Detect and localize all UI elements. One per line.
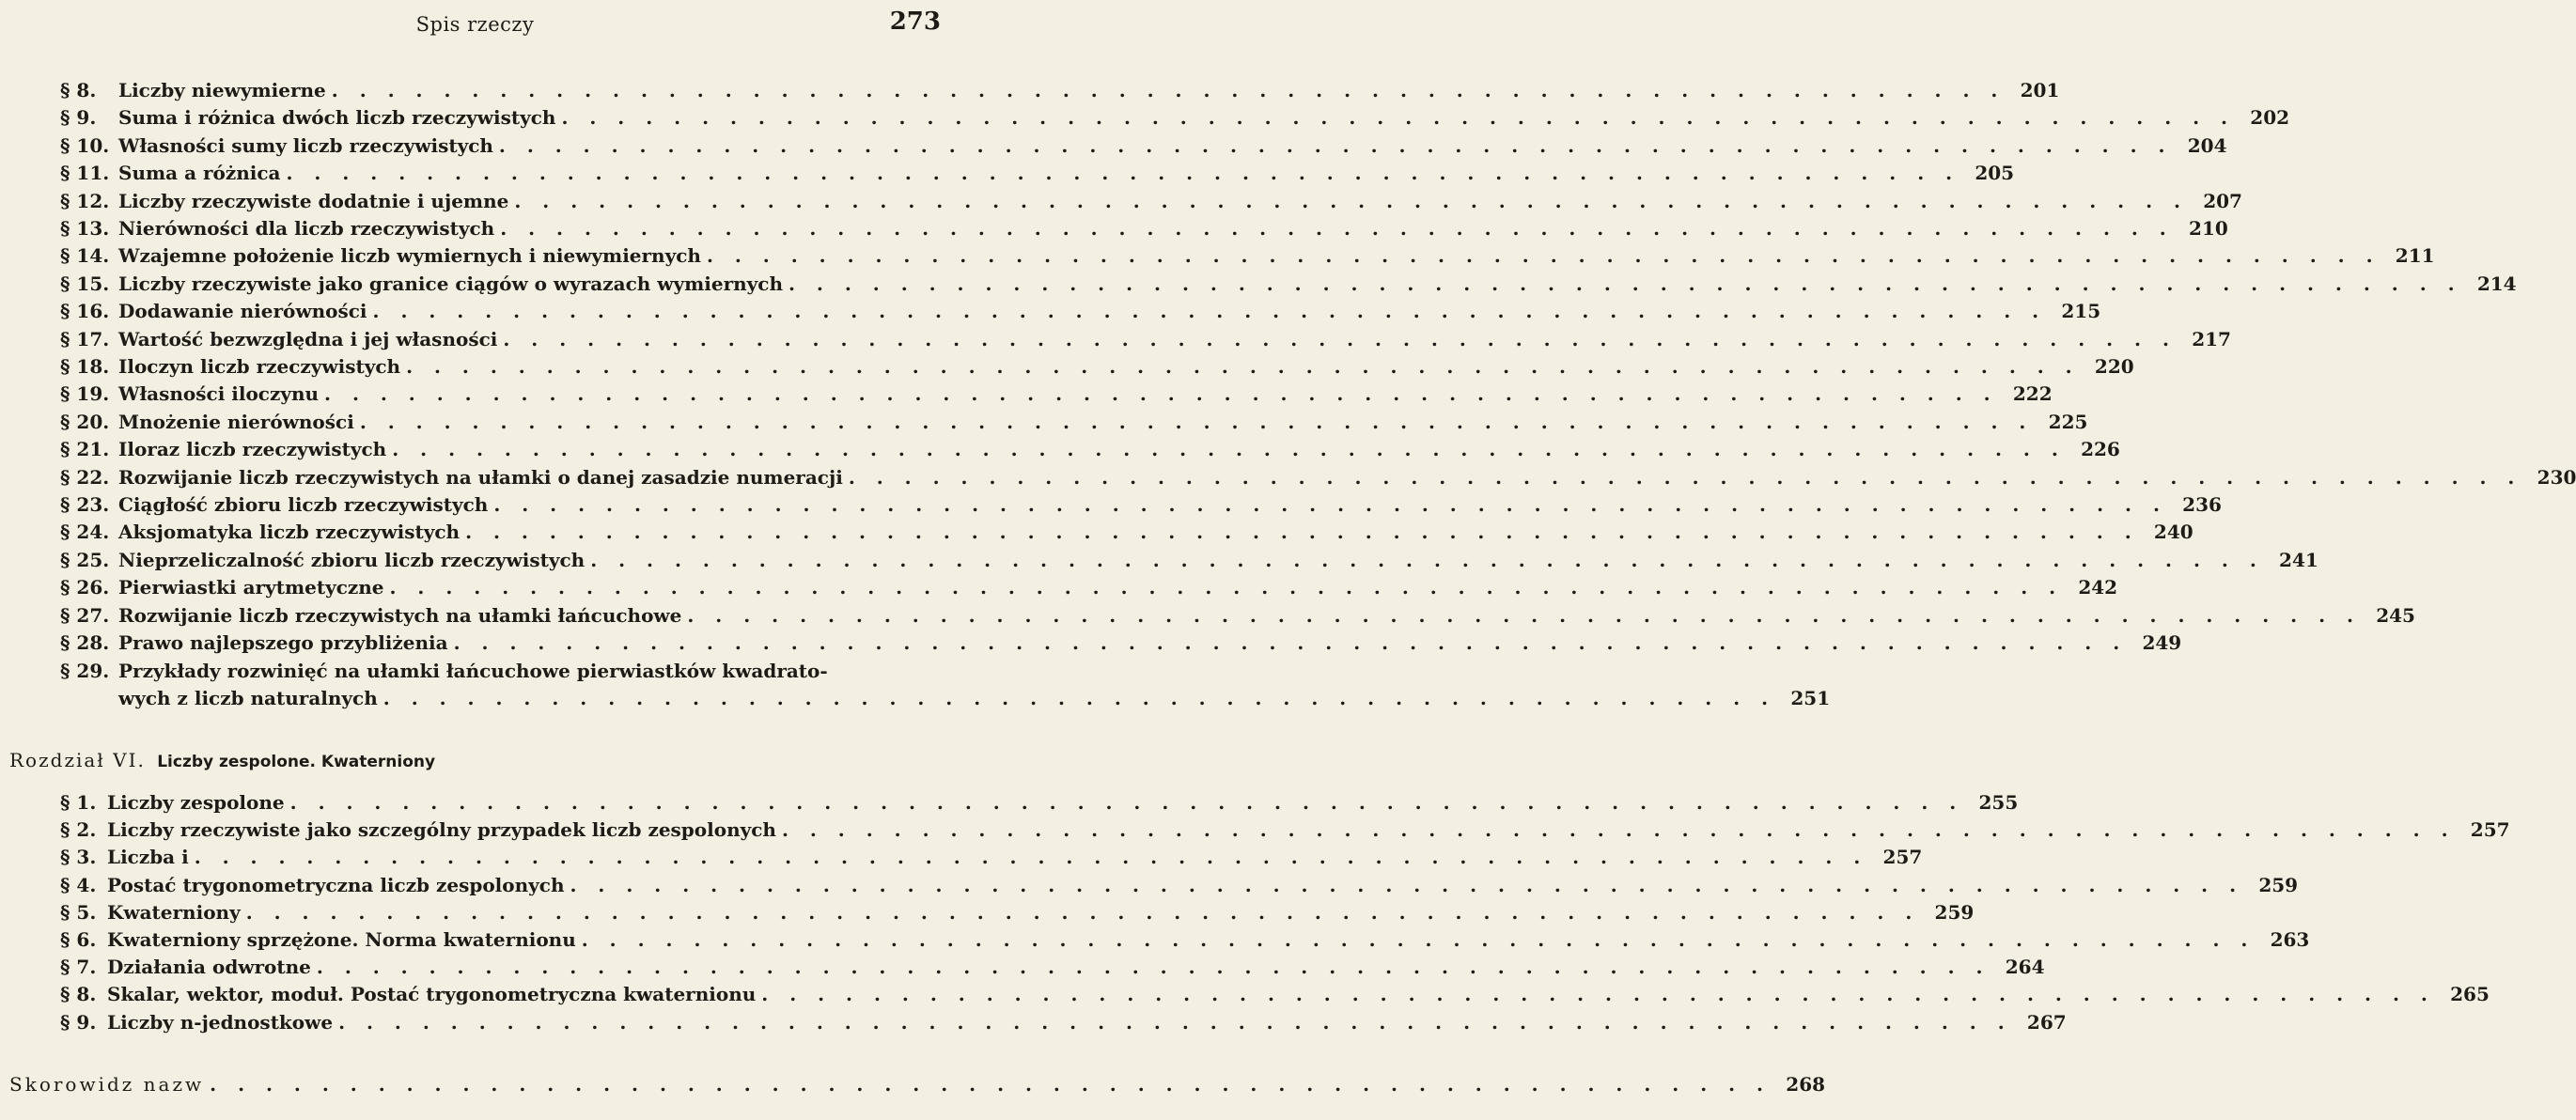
dot-leader: . . . . . . . . . . . . . . . . . . . . . . . . . . . . . . . . . . . . . . . . . . . . . . . . . . . . . . . . . . . . <box>848 465 2522 489</box>
section-number: § 4. <box>60 873 97 896</box>
page-ref: 222 <box>2012 382 2053 406</box>
page-ref: 259 <box>1934 900 1975 924</box>
section-number: § 23. <box>60 493 110 516</box>
dot-leader: . . . . . . . . . . . . . . . . . . . . . . . . . . . . . . . . . . . . . . . . . . . . . . . . . . . . . . . . . . . . <box>590 548 2264 571</box>
toc-entry[interactable] <box>60 272 2517 295</box>
section-title: Rozwijanie liczb rzeczywistych na ułamki o danej zasadzie numeracji <box>118 465 843 489</box>
section-title: Nieprzeliczalność zbioru liczb rzeczywistych <box>118 548 585 571</box>
page-ref: 264 <box>2005 956 2045 979</box>
section-title: Liczby rzeczywiste jako granice ciągów o wyrazach wymiernych <box>118 272 783 295</box>
section-number: § 28. <box>60 631 110 654</box>
dot-leader: . . . . . . . . . . . . . . . . . . . . . . . . . . . . . . . . . . . . . . . . . . . . . . . . . . . . . . . . . . . . <box>453 631 2128 654</box>
dot-leader: . . . . . . . . . . . . . . . . . . . . . . . . . . . . . . . . . . . . . . . . . . . . . . . . . . . . . . . . . . . . <box>706 244 2381 268</box>
toc-entry[interactable] <box>60 438 2120 461</box>
page-ref: 240 <box>2153 521 2194 544</box>
section-number: § 10. <box>60 133 110 157</box>
dot-leader: . . . . . . . . . . . . . . . . . . . . . . . . . . . . . . . . . . . . . . . . . . . . . . . . . . . . . . . . . . . . <box>465 521 2139 544</box>
section-number: § 22. <box>60 465 110 489</box>
section-title: Liczba i <box>107 846 189 869</box>
section-title: Postać trygonometryczna liczb zespolonych <box>107 873 565 896</box>
section-title: Kwaterniony <box>107 900 241 924</box>
page-header <box>0 8 950 41</box>
page-ref: 249 <box>2142 631 2182 654</box>
section-title: Pierwiastki arytmetyczne <box>118 576 384 599</box>
page-ref: 267 <box>2026 1010 2067 1034</box>
dot-leader: . . . . . . . . . . . . . . . . . . . . . . . . . . . . . . . . . . . . . . . . . . . . . . . . . . . . . . . . . . . . <box>498 133 2173 157</box>
page-number: 273 <box>889 8 941 36</box>
dot-leader: . . . . . . . . . . . . . . . . . . . . . . . . . . . . . . . . . . . . . . . . . . . . . . . . . . . . . . . . . . . . <box>324 382 1998 406</box>
toc-entry[interactable] <box>60 106 2290 130</box>
toc-entry[interactable] <box>60 818 2510 842</box>
page-ref: 211 <box>2395 244 2435 268</box>
toc-entry[interactable] <box>60 660 940 682</box>
dot-leader: . . . . . . . . . . . . . . . . . . . . . . . . . . . . . . . . . . . . . . . . . . . . . . . . . . . . . . . . . . . . <box>392 438 2066 461</box>
section-number: § 5. <box>60 900 97 924</box>
section-title: Wartość bezwzględna i jej własności <box>118 327 498 350</box>
dot-leader: . . . . . . . . . . . . . . . . . . . . . . . . . . . . . . . . . . . . . . . . . . . . . . . . . . . . . . . . . . . . <box>687 603 2361 627</box>
section-number: § 27. <box>60 603 110 627</box>
page-ref: 225 <box>2048 410 2088 433</box>
section-number: § 13. <box>60 217 110 240</box>
toc-entry[interactable] <box>60 846 1923 869</box>
toc-entry[interactable] <box>60 300 2101 323</box>
section-title: Liczby n-jednostkowe <box>107 1010 334 1034</box>
section-title: Aksjomatyka liczb rzeczywistych <box>118 521 461 544</box>
section-number: § 15. <box>60 272 110 295</box>
dot-leader: . . . . . . . . . . . . . . . . . . . . . . . . . . . . . . . . . . . . . . . . . . . . . . . . . . . . . . . . . . . . <box>372 300 2047 323</box>
section-number: § 9. <box>60 106 97 130</box>
section-title: Własności sumy liczb rzeczywistych <box>118 133 493 157</box>
dot-leader: . . . . . . . . . . . . . . . . . . . . . . . . . . . . . . . . . . . . . . . . . . . . . . . . . . . . . . . . . . . . <box>338 1010 2012 1034</box>
dot-leader: . . . . . . . . . . . . . . . . . . . . . . . . . . . . . . . . . . . . . . . . . . . . . . . . . . . . . . . . . . . . <box>316 956 1991 979</box>
dot-leader: . . . . . . . . . . . . . . . . . . . . . . . . . . . . . . . . . . . . . . . . . . . . . . . . . . . . . . . . . . . . <box>581 928 2256 951</box>
toc-entry[interactable] <box>60 162 2015 185</box>
section-number: § 17. <box>60 327 110 350</box>
section-number: § 9. <box>60 1010 97 1034</box>
page-ref: 245 <box>2376 603 2415 627</box>
page-ref: 207 <box>2203 189 2242 212</box>
toc-entry[interactable] <box>60 133 2227 157</box>
page-ref: 263 <box>2270 928 2310 951</box>
page-ref: 257 <box>2470 818 2510 842</box>
page-ref: 201 <box>2020 79 2060 101</box>
toc-entry[interactable] <box>60 791 2019 814</box>
section-title: Kwaterniony sprzężone. Norma kwaternionu <box>107 928 576 951</box>
toc-entry[interactable] <box>60 465 2576 489</box>
toc-entry[interactable] <box>60 327 2231 350</box>
section-title: Liczby rzeczywiste jako szczególny przypadek liczb zespolonych <box>107 818 776 842</box>
dot-leader: . . . . . . . . . . . . . . . . . . . . . . . . . . . . . . . . . . . . . . . . . . . . . . . . . . . . . . . . . . . . <box>561 106 2236 130</box>
section-title: Suma i różnica dwóch liczb rzeczywistych <box>118 106 556 130</box>
toc-entry[interactable] <box>60 631 2182 654</box>
dot-leader: . . . . . . . . . . . . . . . . . . . . . . . . . . . . . . . . . . . . . . . . . . . . . . . . . . . . . . . . . . . . <box>788 272 2462 295</box>
toc-entry[interactable] <box>60 355 2134 378</box>
page-ref: 202 <box>2250 106 2290 130</box>
dot-leader: . . . . . . . . . . . . . . . . . . . . . . . . . . . . . . . . . . . . . . . . . . . . . . . . . . <box>382 687 1776 709</box>
section-title: Liczby zespolone <box>107 791 285 814</box>
section-title: Nierówności dla liczb rzeczywistych <box>118 217 495 240</box>
section-title-line-2: wych z liczb naturalnych <box>118 687 378 709</box>
page-ref: 217 <box>2192 327 2231 350</box>
section-title: Liczby rzeczywiste dodatnie i ujemne <box>118 189 509 212</box>
section-number: § 8. <box>60 983 97 1006</box>
section-title: Skalar, wektor, moduł. Postać trygonometryczna kwaternionu <box>107 983 757 1006</box>
toc-entry[interactable] <box>60 603 2415 627</box>
toc-entry[interactable] <box>60 1010 2067 1034</box>
page-ref: 257 <box>1882 846 1923 869</box>
section-number: § 6. <box>60 928 97 951</box>
page-ref: 220 <box>2094 355 2134 378</box>
dot-leader: . . . . . . . . . . . . . . . . . . . . . . . . . . . . . . . . . . . . . . . . . . . . . . . . . . . . . . . . <box>210 1073 1772 1096</box>
dot-leader: . . . . . . . . . . . . . . . . . . . . . . . . . . . . . . . . . . . . . . . . . . . . . . . . . . . . . . . . . . . . <box>503 327 2177 350</box>
chapter-title: Liczby zespolone. Kwaterniony <box>157 753 436 771</box>
toc-entry[interactable] <box>60 382 2053 406</box>
dot-leader: . . . . . . . . . . . . . . . . . . . . . . . . . . . . . . . . . . . . . . . . . . . . . . . . . . . . . . . . . . . . <box>570 873 2244 896</box>
page-ref: 205 <box>1975 162 2015 185</box>
section-number: § 29. <box>60 660 110 682</box>
page-ref: 259 <box>2258 873 2299 896</box>
section-number: § 8. <box>60 79 97 101</box>
chapter-heading <box>9 749 435 771</box>
page-ref: 251 <box>1790 687 1831 709</box>
page-ref: 215 <box>2061 300 2101 323</box>
toc-entry[interactable] <box>60 548 2318 571</box>
section-title: Mnożenie nierówności <box>118 410 354 433</box>
page-ref: 204 <box>2187 133 2227 157</box>
index-entry[interactable] <box>9 1073 1826 1096</box>
page-ref: 226 <box>2081 438 2120 461</box>
page-ref: 210 <box>2189 217 2228 240</box>
toc-entry[interactable] <box>60 983 2490 1006</box>
toc-entry-continuation[interactable] <box>118 687 1831 709</box>
toc-entry[interactable] <box>60 244 2435 268</box>
section-number: § 11. <box>60 162 110 185</box>
toc-entry[interactable] <box>60 900 1975 924</box>
section-number: § 26. <box>60 576 110 599</box>
dot-leader: . . . . . . . . . . . . . . . . . . . . . . . . . . . . . . . . . . . . . . . . . . . . . . . . . . . . . . . . . . . . <box>245 900 1920 924</box>
section-number: § 1. <box>60 791 97 814</box>
section-number: § 24. <box>60 521 110 544</box>
section-number: § 20. <box>60 410 110 433</box>
page-ref: 265 <box>2450 983 2490 1006</box>
page-ref: 242 <box>2078 576 2118 599</box>
section-title: Liczby niewymierne <box>118 79 326 101</box>
dot-leader: . . . . . . . . . . . . . . . . . . . . . . . . . . . . . . . . . . . . . . . . . . . . . . . . . . . . . . . . . . . . <box>286 162 1960 185</box>
section-title: Wzajemne położenie liczb wymiernych i niewymiernych <box>118 244 701 268</box>
section-title: Suma a różnica <box>118 162 281 185</box>
toc-entry[interactable] <box>60 410 2088 433</box>
section-title: Iloczyn liczb rzeczywistych <box>118 355 401 378</box>
toc-entry[interactable] <box>60 189 2242 212</box>
section-title: Rozwijanie liczb rzeczywistych na ułamki łańcuchowe <box>118 603 682 627</box>
running-title: Spis rzeczy <box>415 13 535 36</box>
section-number: § 14. <box>60 244 110 268</box>
section-title-line-1: Przykłady rozwinięć na ułamki łańcuchowe pierwiastków kwadrato- <box>118 660 828 682</box>
section-number: § 3. <box>60 846 97 869</box>
dot-leader: . . . . . . . . . . . . . . . . . . . . . . . . . . . . . . . . . . . . . . . . . . . . . . . . . . . . . . . . . . . . <box>389 576 2064 599</box>
toc-entry[interactable] <box>60 521 2194 544</box>
section-title: Iloraz liczb rzeczywistych <box>118 438 387 461</box>
toc-entry[interactable] <box>60 928 2310 951</box>
toc-entry[interactable] <box>60 956 2045 979</box>
section-number: § 16. <box>60 300 110 323</box>
section-title: Prawo najlepszego przybliżenia <box>118 631 448 654</box>
dot-leader: . . . . . . . . . . . . . . . . . . . . . . . . . . . . . . . . . . . . . . . . . . . . . . . . . . . . . . . . . . . . <box>406 355 2080 378</box>
page-ref: 255 <box>1978 791 2019 814</box>
toc-entry[interactable] <box>60 576 2118 599</box>
page-ref: 214 <box>2476 272 2517 295</box>
section-title: Dodawanie nierówności <box>118 300 367 323</box>
dot-leader: . . . . . . . . . . . . . . . . . . . . . . . . . . . . . . . . . . . . . . . . . . . . . . . . . . . . . . . . . . . . <box>761 983 2435 1006</box>
toc-entry[interactable] <box>60 493 2222 516</box>
section-number: § 2. <box>60 818 97 842</box>
toc-entry[interactable] <box>60 217 2228 240</box>
section-number: § 25. <box>60 548 110 571</box>
page-ref: 268 <box>1786 1073 1826 1096</box>
page-ref: 230 <box>2537 465 2576 489</box>
section-number: § 12. <box>60 189 110 212</box>
dot-leader: . . . . . . . . . . . . . . . . . . . . . . . . . . . . . . . . . . . . . . . . . . . . . . . . . . . . . . . . . . . . <box>331 79 2006 101</box>
dot-leader: . . . . . . . . . . . . . . . . . . . . . . . . . . . . . . . . . . . . . . . . . . . . . . . . . . . . . . . . . . . . <box>289 791 1964 814</box>
toc-entry[interactable] <box>60 79 2060 101</box>
page-ref: 241 <box>2279 548 2318 571</box>
toc-entry[interactable] <box>60 873 2299 896</box>
section-number: § 19. <box>60 382 110 406</box>
section-title: Działania odwrotne <box>107 956 311 979</box>
chapter-label: Rozdział VI. <box>9 749 146 771</box>
section-number: § 21. <box>60 438 110 461</box>
dot-leader: . . . . . . . . . . . . . . . . . . . . . . . . . . . . . . . . . . . . . . . . . . . . . . . . . . . . . . . . . . . . <box>500 217 2174 240</box>
section-title: Własności iloczynu <box>118 382 320 406</box>
section-title: Ciągłość zbioru liczb rzeczywistych <box>118 493 489 516</box>
dot-leader: . . . . . . . . . . . . . . . . . . . . . . . . . . . . . . . . . . . . . . . . . . . . . . . . . . . . . . . . . . . . <box>194 846 1868 869</box>
section-number: § 18. <box>60 355 110 378</box>
dot-leader: . . . . . . . . . . . . . . . . . . . . . . . . . . . . . . . . . . . . . . . . . . . . . . . . . . . . . . . . . . . . <box>359 410 2034 433</box>
section-number: § 7. <box>60 956 97 979</box>
index-label: Skorowidz nazw <box>9 1073 205 1096</box>
dot-leader: . . . . . . . . . . . . . . . . . . . . . . . . . . . . . . . . . . . . . . . . . . . . . . . . . . . . . . . . . . . . <box>493 493 2167 516</box>
dot-leader: . . . . . . . . . . . . . . . . . . . . . . . . . . . . . . . . . . . . . . . . . . . . . . . . . . . . . . . . . . . . <box>781 818 2456 842</box>
dot-leader: . . . . . . . . . . . . . . . . . . . . . . . . . . . . . . . . . . . . . . . . . . . . . . . . . . . . . . . . . . . . <box>514 189 2188 212</box>
page-ref: 236 <box>2182 493 2222 516</box>
